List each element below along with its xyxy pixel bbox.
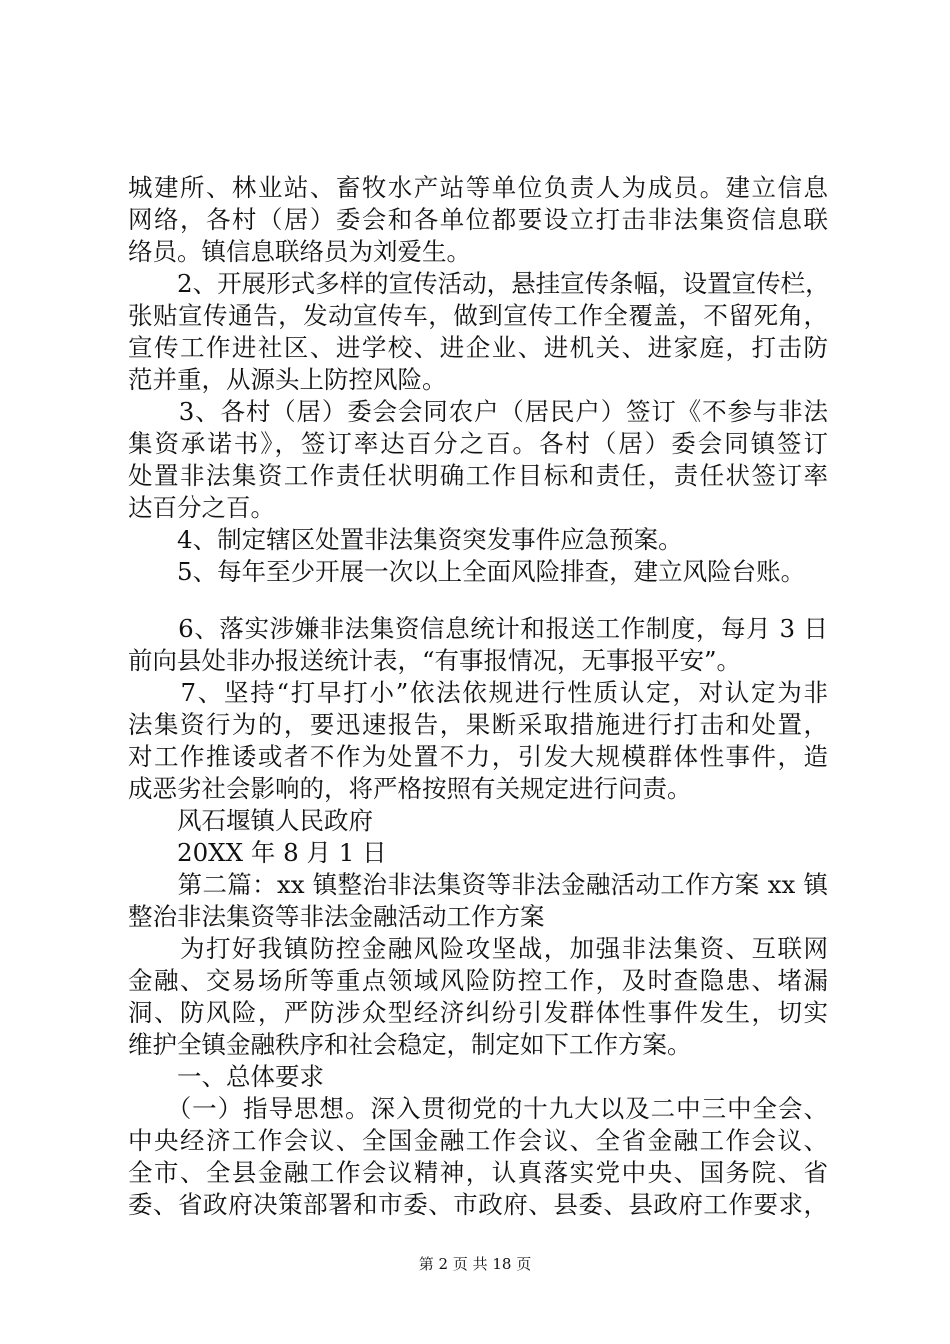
text-line: 集资承诺书》，签订率达百分之百。各村（居）委会同镇签订 bbox=[128, 429, 828, 458]
text-line: 2、开展形式多样的宣传活动，悬挂宣传条幅，设置宣传栏， bbox=[128, 269, 830, 298]
text-line: 宣传工作进社区、进学校、进企业、进机关、进家庭，打击防 bbox=[128, 333, 828, 362]
document-body bbox=[128, 172, 828, 1221]
text-line: 中央经济工作会议、全国金融工作会议、全省金融工作会议、 bbox=[128, 1126, 828, 1155]
text-line: 对工作推诿或者不作为处置不力，引发大规模群体性事件，造 bbox=[128, 742, 828, 771]
text-line: 法集资行为的，要迅速报告，果断采取措施进行打击和处置， bbox=[128, 710, 828, 739]
text-line: 维护全镇金融秩序和社会稳定，制定如下工作方案。 bbox=[128, 1030, 692, 1059]
section-title-line: 整治非法集资等非法金融活动工作方案 bbox=[128, 902, 545, 931]
text-line: 城建所、林业站、畜牧水产站等单位负责人为成员。建立信息 bbox=[128, 173, 828, 202]
text-line: 络员。镇信息联络员为刘爱生。 bbox=[128, 237, 471, 266]
text-line: 6、落实涉嫌非法集资信息统计和报送工作制度，每月 3 日 bbox=[128, 614, 828, 643]
page-number-footer: 第 2 页 共 18 页 bbox=[418, 1255, 532, 1273]
text-line: 3、各村（居）委会会同农户（居民户）签订《不参与非法 bbox=[128, 397, 828, 426]
text-line: 成恶劣社会影响的，将严格按照有关规定进行问责。 bbox=[128, 774, 692, 803]
paragraph-gap bbox=[128, 588, 828, 613]
text-line: 张贴宣传通告，发动宣传车，做到宣传工作全覆盖，不留死角， bbox=[128, 301, 828, 330]
text-line: 委、省政府决策部署和市委、市政府、县委、县政府工作要求， bbox=[128, 1190, 828, 1219]
text-line: 达百分之百。 bbox=[128, 493, 275, 522]
text-line: 为打好我镇防控金融风险攻坚战，加强非法集资、互联网 bbox=[128, 934, 828, 963]
text-line: （一）指导思想。深入贯彻党的十九大以及二中三中全会、 bbox=[128, 1094, 828, 1123]
date-line: 20XX 年 8 月 1 日 bbox=[128, 838, 387, 867]
text-line: 5、每年至少开展一次以上全面风险排查，建立风险台账。 bbox=[128, 557, 806, 586]
text-line: 金融、交易场所等重点领域风险防控工作，及时查隐患、堵漏 bbox=[128, 966, 828, 995]
text-line: 全市、全县金融工作会议精神，认真落实党中央、国务院、省 bbox=[128, 1158, 828, 1187]
text-line: 网络，各村（居）委会和各单位都要设立打击非法集资信息联 bbox=[128, 205, 828, 234]
text-line: 7、坚持“打早打小”依法依规进行性质认定，对认定为非 bbox=[128, 678, 828, 707]
text-line: 范并重，从源头上防控风险。 bbox=[128, 365, 447, 394]
heading-line: 一、总体要求 bbox=[128, 1062, 324, 1091]
text-line: 处置非法集资工作责任状明确工作目标和责任，责任状签订率 bbox=[128, 461, 828, 490]
text-line: 4、制定辖区处置非法集资突发事件应急预案。 bbox=[128, 525, 683, 554]
signature-line: 风石堰镇人民政府 bbox=[128, 806, 373, 835]
section-title-line: 第二篇：xx 镇整治非法集资等非法金融活动工作方案 xx 镇 bbox=[128, 870, 828, 899]
text-line: 前向县处非办报送统计表，“有事报情况，无事报平安”。 bbox=[128, 646, 742, 675]
text-line: 洞、防风险，严防涉众型经济纠纷引发群体性事件发生，切实 bbox=[128, 998, 828, 1027]
